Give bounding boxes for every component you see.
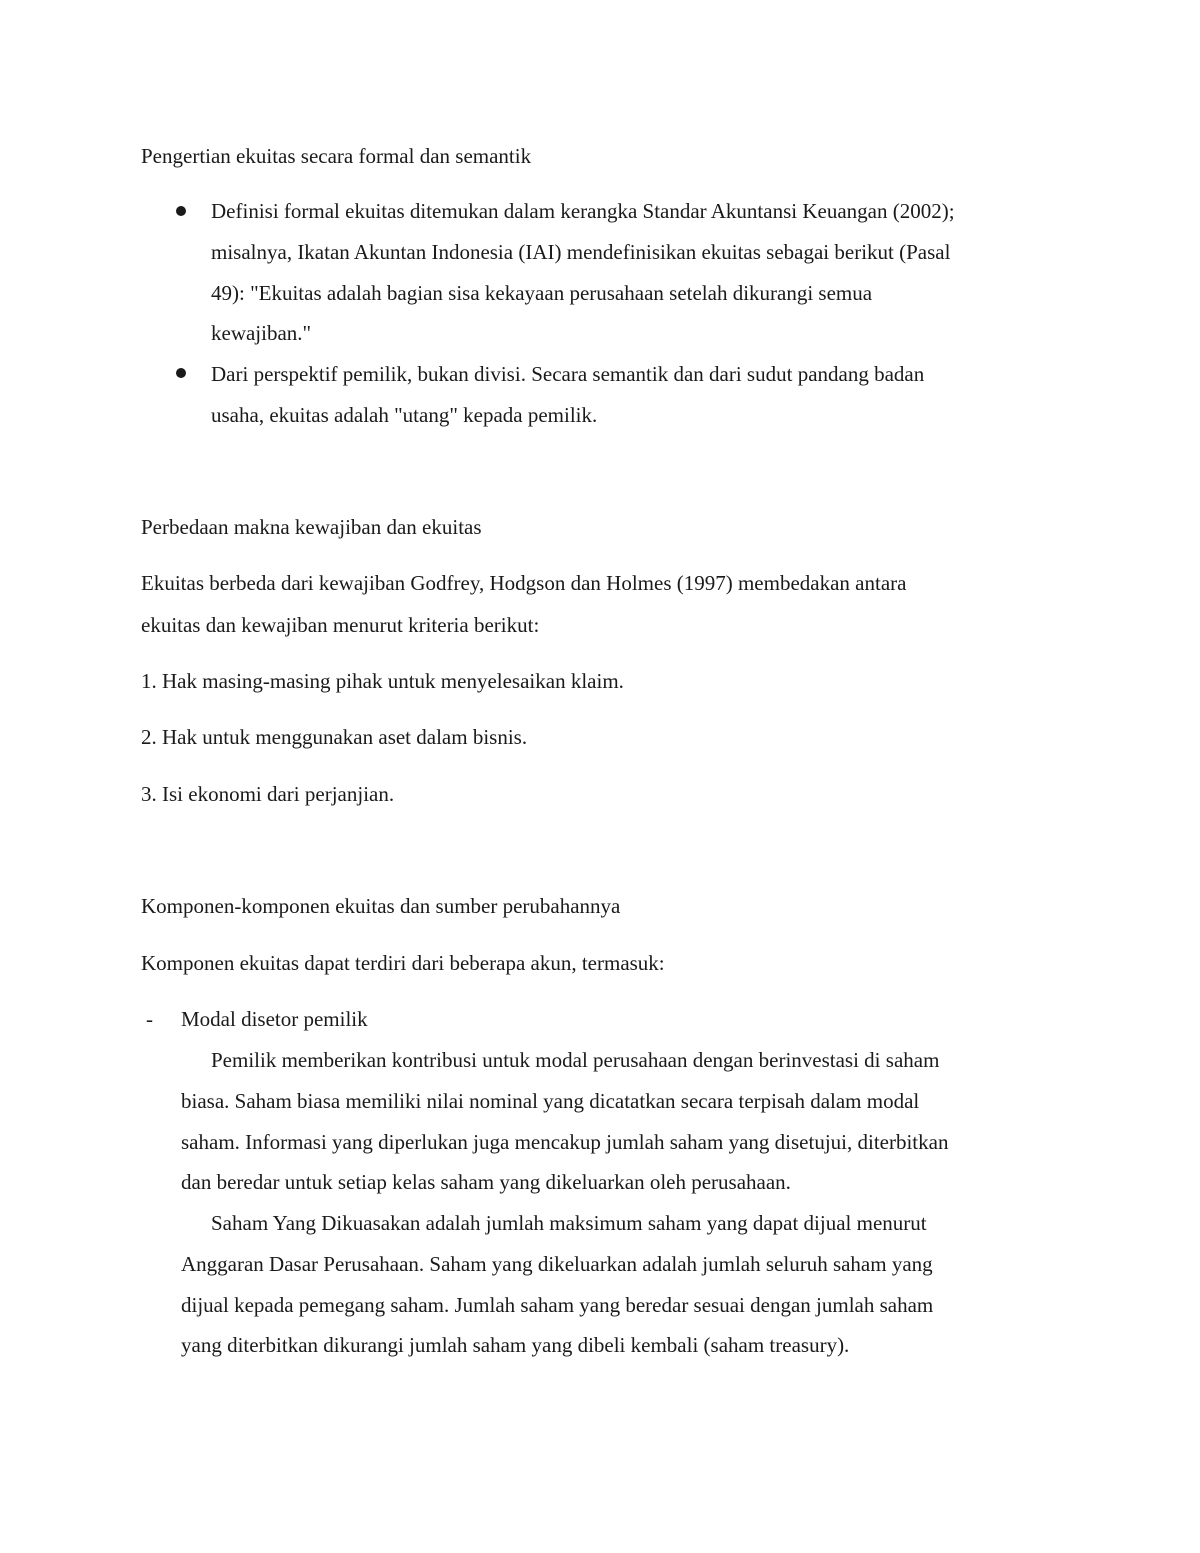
paragraph-2-line-4: yang diterbitkan dikurangi jumlah saham yang dibeli kembali (saham treasury). bbox=[181, 1333, 850, 1357]
bullet-1-line-3: 49): "Ekuitas adalah bagian sisa kekayaan perusahaan setelah dikurangi semua bbox=[211, 281, 873, 305]
bullet-icon bbox=[176, 206, 186, 216]
paragraph-2-line-3: dijual kepada pemegang saham. Jumlah saham yang beredar sesuai dengan jumlah saham bbox=[181, 1293, 934, 1317]
bullet-icon bbox=[176, 368, 186, 378]
section-heading-liabilities-equity: Perbedaan makna kewajiban dan ekuitas bbox=[141, 515, 482, 539]
paragraph-2-line-1: Saham Yang Dikuasakan adalah jumlah maksimum saham yang dapat dijual menurut bbox=[211, 1211, 927, 1235]
list-item-1: 1. Hak masing-masing pihak untuk menyelesaikan klaim. bbox=[141, 669, 624, 693]
paragraph-1-line-2: biasa. Saham biasa memiliki nilai nominal yang dicatatkan secara terpisah dalam modal bbox=[181, 1089, 920, 1113]
components-intro: Komponen ekuitas dapat terdiri dari beberapa akun, termasuk: bbox=[141, 951, 665, 975]
section-heading-components: Komponen-komponen ekuitas dan sumber perubahannya bbox=[141, 894, 621, 918]
dash-marker: - bbox=[146, 1007, 153, 1031]
bullet-2-line-1: Dari perspektif pemilik, bukan divisi. Secara semantik dan dari sudut pandang badan bbox=[211, 362, 925, 386]
section-heading-formal-semantic: Pengertian ekuitas secara formal dan semantik bbox=[141, 144, 532, 168]
list-item-2: 2. Hak untuk menggunakan aset dalam bisnis. bbox=[141, 725, 528, 749]
bullet-1-line-4: kewajiban." bbox=[211, 321, 312, 345]
bullet-1-line-2: misalnya, Ikatan Akuntan Indonesia (IAI) mendefinisikan ekuitas sebagai berikut (Pasal bbox=[211, 240, 951, 264]
paragraph-1-line-1: Pemilik memberikan kontribusi untuk modal perusahaan dengan berinvestasi di saham bbox=[211, 1048, 940, 1072]
dash-item-title: Modal disetor pemilik bbox=[181, 1007, 368, 1031]
paragraph-1-line-3: saham. Informasi yang diperlukan juga mencakup jumlah saham yang disetujui, diterbitkan bbox=[181, 1130, 949, 1154]
list-item-3: 3. Isi ekonomi dari perjanjian. bbox=[141, 782, 395, 806]
paragraph-2-line-2: Anggaran Dasar Perusahaan. Saham yang dikeluarkan adalah jumlah seluruh saham yang bbox=[181, 1252, 933, 1276]
bullet-2-line-2: usaha, ekuitas adalah "utang" kepada pemilik. bbox=[211, 403, 598, 427]
intro-line-2: ekuitas dan kewajiban menurut kriteria berikut: bbox=[141, 613, 540, 637]
intro-line-1: Ekuitas berbeda dari kewajiban Godfrey, Hodgson dan Holmes (1997) membedakan antara bbox=[141, 571, 907, 595]
bullet-1-line-1: Definisi formal ekuitas ditemukan dalam kerangka Standar Akuntansi Keuangan (2002); bbox=[211, 199, 955, 223]
paragraph-1-line-4: dan beredar untuk setiap kelas saham yang dikeluarkan oleh perusahaan. bbox=[181, 1170, 791, 1194]
